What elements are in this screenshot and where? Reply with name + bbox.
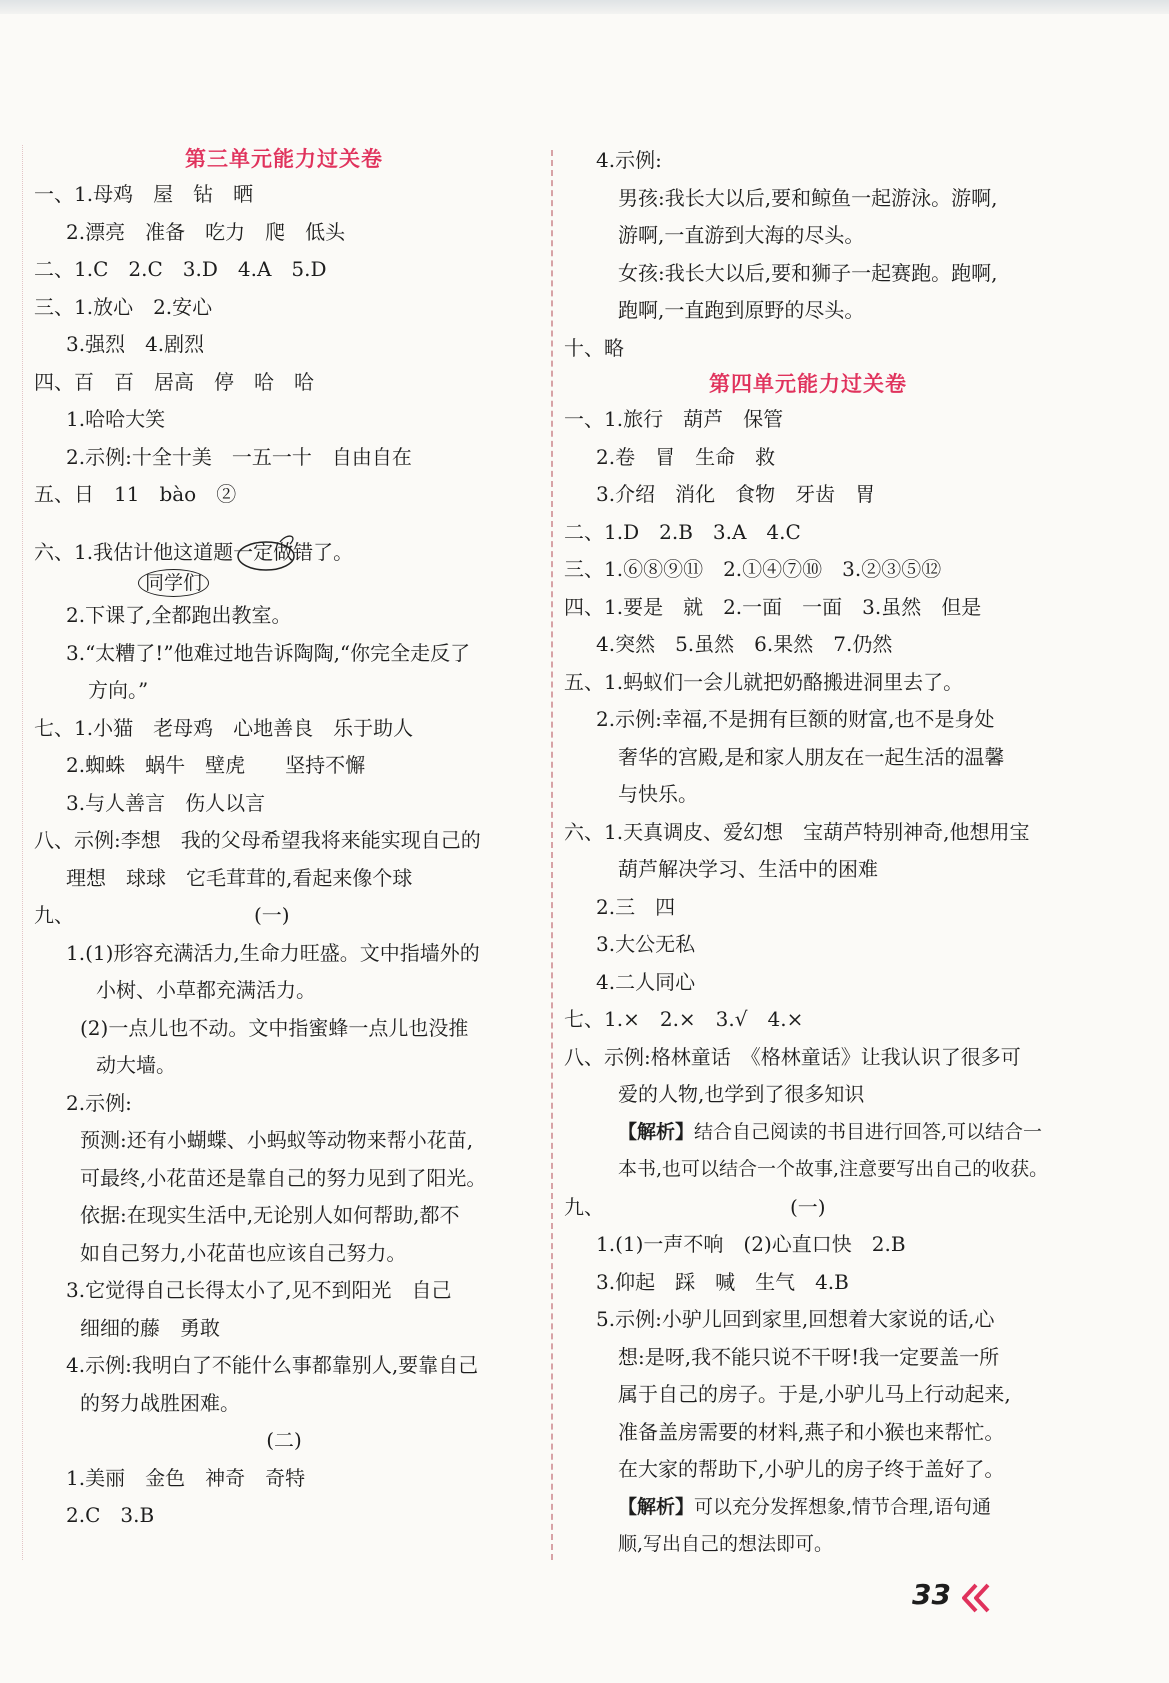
analysis-line: 本书,也可以结合一个故事,注意要写出自己的收获。	[618, 1158, 1049, 1180]
answer-line: 4.突然 5.虽然 6.果然 7.仍然	[596, 632, 893, 656]
circled-word-mark	[234, 528, 304, 576]
answer-line: 3.强烈 4.剧烈	[66, 332, 205, 356]
answer-line: 动大墙。	[96, 1053, 176, 1077]
answer-line: 属于自己的房子。于是,小驴儿马上行动起来,	[618, 1382, 1011, 1406]
answer-line: 六、1.天真调皮、爱幻想 宝葫芦特别神奇,他想用宝	[564, 819, 1030, 844]
answer-line: 细细的藤 勇敢	[80, 1315, 220, 1340]
answer-line: 五、日 11 bào ②	[34, 482, 237, 506]
answer-line: 小树、小草都充满活力。	[96, 978, 316, 1002]
answer-line: 四、百 百 居高 停 哈 哈	[34, 369, 314, 394]
answer-line: 1.哈哈大笑	[66, 407, 166, 431]
part-label: (一)	[254, 903, 290, 927]
answer-line: 二、1.C 2.C 3.D 4.A 5.D	[34, 257, 327, 281]
answer-line: 2.C 3.B	[66, 1503, 155, 1527]
scan-top-band	[0, 0, 1169, 14]
answer-line: 5.示例:小驴儿回到家里,回想着大家说的话,心	[596, 1307, 995, 1331]
analysis-text: 可以充分发挥想象,情节合理,语句通	[694, 1495, 992, 1518]
answer-line: 2.示例:	[66, 1090, 132, 1115]
answer-line: 依据:在现实生活中,无论别人如何帮助,都不	[80, 1203, 460, 1227]
answer-line: 四、1.要是 就 2.一面 一面 3.虽然 但是	[564, 594, 982, 619]
answer-line: 七、1.× 2.× 3.√ 4.×	[564, 1007, 804, 1031]
analysis-tag: 【解析】	[618, 1495, 695, 1518]
answer-line: 3.它觉得自己长得太小了,见不到阳光 自己	[66, 1278, 452, 1302]
column-divider	[551, 150, 553, 1560]
question-number: 九、	[564, 1194, 604, 1219]
answer-line: 爱的人物,也学到了很多知识	[618, 1082, 865, 1106]
answer-line: 1.(1)一声不响 (2)心直口快 2.B	[596, 1232, 906, 1256]
answer-line: 二、1.D 2.B 3.A 4.C	[564, 519, 801, 544]
page-number: 33	[912, 1578, 951, 1611]
analysis-tag: 【解析】	[618, 1120, 695, 1143]
analysis-text: 结合自己阅读的书目进行回答,可以结合一	[694, 1120, 1043, 1143]
answer-line: 2.卷 冒 生命 救	[596, 444, 776, 469]
answer-line: 1.美丽 金色 神奇 奇特	[66, 1465, 306, 1490]
answer-line: 七、1.小猫 老母鸡 心地善良 乐于助人	[34, 715, 414, 740]
analysis-line: 顺,写出自己的想法即可。	[618, 1533, 834, 1555]
answer-line: 3.与人善言 伤人以言	[66, 790, 266, 815]
answer-line: 2.示例:十全十美 一五一十 自由自在	[66, 444, 412, 469]
answer-line: 八、示例:李想 我的父母希望我将来能实现自己的	[34, 828, 481, 852]
answer-line: 奢华的宫殿,是和家人朋友在一起生活的温馨	[618, 744, 1005, 769]
answer-line: 六、1.我估计他这道题一定做错了。	[34, 539, 354, 564]
answer-line: 葫芦解决学习、生活中的困难	[618, 857, 878, 881]
answer-line: 2.下课了,全都跑出教室。	[66, 603, 292, 627]
answer-line: 1.(1)形容充满活力,生命力旺盛。文中指墙外的	[66, 940, 480, 965]
answer-line: 三、1.⑥⑧⑨⑪ 2.①④⑦⑩ 3.②③⑤⑫	[564, 557, 942, 581]
answer-line: 在大家的帮助下,小驴儿的房子终于盖好了。	[618, 1457, 1005, 1481]
answer-line: 女孩:我长大以后,要和狮子一起赛跑。跑啊,	[618, 260, 998, 285]
unit4-title: 第四单元能力过关卷	[709, 372, 907, 396]
answer-line: 预测:还有小蝴蝶、小蚂蚁等动物来帮小花苗,	[80, 1128, 474, 1152]
answer-line: 三、1.放心 2.安心	[34, 294, 213, 319]
answer-line: 五、1.蚂蚁们一会儿就把奶酪搬进洞里去了。	[564, 669, 964, 694]
answer-line: 十、略	[564, 335, 624, 360]
answer-line: 2.漂亮 准备 吃力 爬 低头	[66, 219, 346, 244]
answer-line: 男孩:我长大以后,要和鲸鱼一起游泳。游啊,	[618, 185, 998, 210]
answer-line: 4.示例:我明白了不能什么事都靠别人,要靠自己	[66, 1353, 479, 1377]
answer-line: 与快乐。	[618, 782, 698, 806]
left-margin-line	[22, 145, 23, 1560]
part-label: (一)	[790, 1194, 826, 1219]
question-number: 九、	[34, 903, 74, 927]
answer-line: 2.示例:幸福,不是拥有巨额的财富,也不是身处	[596, 707, 995, 731]
unit3-title: 第三单元能力过关卷	[185, 147, 383, 171]
answer-line: 如自己努力,小花苗也应该自己努力。	[80, 1240, 407, 1265]
answer-line: 2.三 四	[596, 894, 676, 919]
inserted-word-mark: 同学们	[138, 569, 209, 597]
answer-line: 想:是呀,我不能只说不干呀!我一定要盖一所	[618, 1344, 1000, 1369]
answer-line-heading	[34, 897, 534, 935]
answer-line: 游啊,一直游到大海的尽头。	[618, 223, 865, 247]
answer-line: 3.介绍 消化 食物 牙齿 胃	[596, 482, 876, 506]
right-column	[564, 142, 1052, 1564]
answer-line-heading	[564, 1189, 1052, 1227]
answer-line: 八、示例:格林童话 《格林童话》让我认识了很多可	[564, 1044, 1021, 1069]
answer-line: 可最终,小花苗还是靠自己的努力见到了阳光。	[80, 1165, 487, 1190]
analysis-line	[564, 1489, 1052, 1527]
answer-line: 4.示例:	[596, 148, 662, 172]
answer-line: 2.蜘蛛 蜗牛 壁虎 坚持不懈	[66, 753, 366, 777]
answer-line: 3.仰起 踩 喊 生气 4.B	[596, 1269, 849, 1294]
answer-line: 3.“太糟了!”他难过地告诉陶陶,“你完全走反了	[66, 640, 471, 665]
analysis-line	[564, 1114, 1052, 1152]
answer-line: 跑啊,一直跑到原野的尽头。	[618, 298, 865, 322]
page-arrow-icon	[962, 1583, 998, 1613]
answer-line: 方向。”	[88, 678, 149, 702]
left-column	[34, 142, 534, 1535]
answer-line: 准备盖房需要的材料,燕子和小猴也来帮忙。	[618, 1419, 1005, 1444]
answer-line: 4.二人同心	[596, 969, 696, 994]
answer-line: 一、1.母鸡 屋 钻 晒	[34, 182, 254, 206]
answer-line: 理想 球球 它毛茸茸的,看起来像个球	[66, 865, 413, 890]
answer-line: 一、1.旅行 葫芦 保管	[564, 407, 784, 431]
answer-line: 的努力战胜困难。	[80, 1390, 240, 1415]
answer-line: 3.大公无私	[596, 932, 696, 956]
answer-line: (2)一点儿也不动。文中指蜜蜂一点儿也没推	[80, 1015, 469, 1040]
part-label: (二)	[266, 1428, 302, 1452]
